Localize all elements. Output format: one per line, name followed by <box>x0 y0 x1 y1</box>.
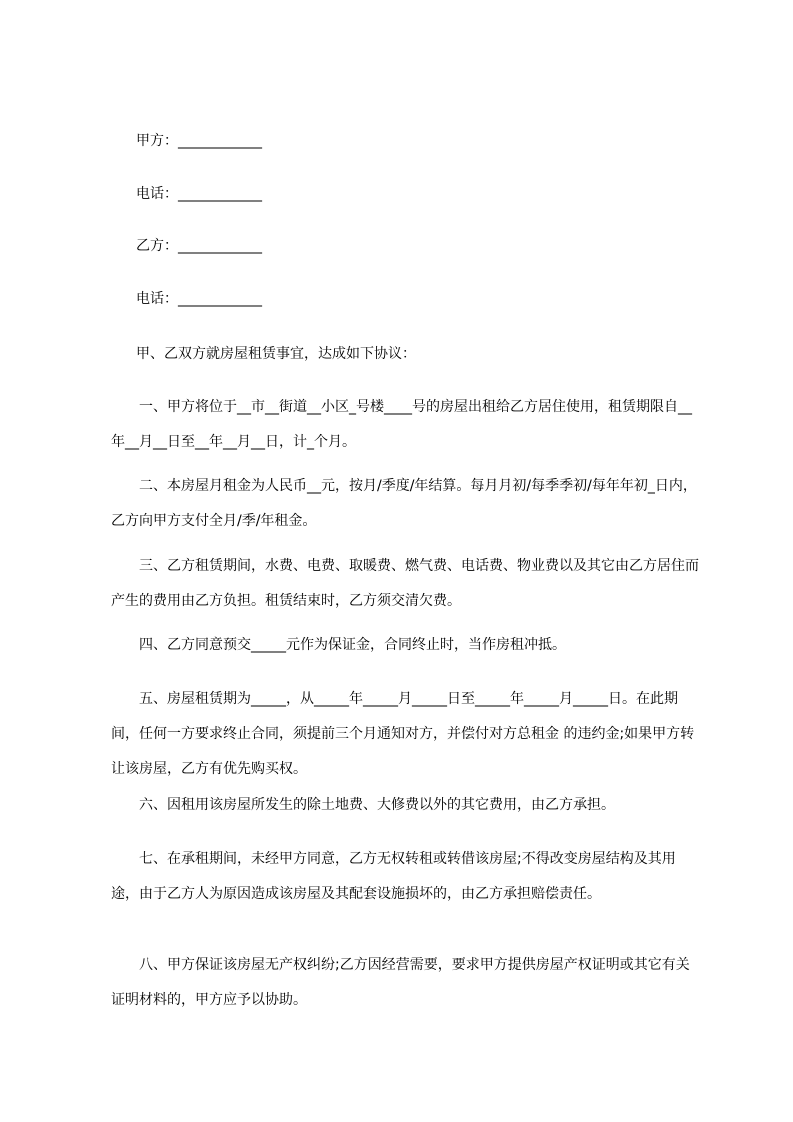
party-b-label: 乙方： <box>136 238 178 254</box>
clause-7: 七、在承租期间，未经甲方同意，乙方无权转租或转借该房屋;不得改变房屋结构及其用途，由于乙方人为原因造成该房屋及其配套设施损坏的，由乙方承担赔偿责任。 <box>111 851 676 902</box>
party-a-phone-field <box>136 184 262 204</box>
agreement-intro: 甲、乙双方就房屋租赁事宜，达成如下协议： <box>136 346 416 362</box>
party-b-phone-label: 电话： <box>136 291 178 307</box>
clause-1: 一、甲方将位于__市__街道__小区_号楼____号的房屋出租给乙方居住使用，租赁期限自__年__月__日至__年__月__日，计_个月。 <box>111 399 692 450</box>
party-b-phone-field <box>136 289 262 309</box>
party-b-field <box>136 236 262 256</box>
clause-6: 六、因租用该房屋所发生的除土地费、大修费以外的其它费用，由乙方承担。 <box>139 797 615 813</box>
party-a-blank: ____________ <box>178 133 262 149</box>
party-a-phone-label: 电话： <box>136 186 178 202</box>
party-b-blank: ____________ <box>178 238 262 254</box>
party-a-phone-blank: ____________ <box>178 186 262 202</box>
party-a-label: 甲方： <box>136 133 178 149</box>
party-a-field <box>136 131 262 151</box>
clause-4: 四、乙方同意预交_____元作为保证金，合同终止时，当作房租冲抵。 <box>139 637 566 653</box>
clause-8: 八、甲方保证该房屋无产权纠纷;乙方因经营需要，要求甲方提供房屋产权证明或其它有关证明材料的，甲方应予以协助。 <box>111 957 690 1008</box>
clause-2: 二、本房屋月租金为人民币__元，按月/季度/年结算。每月月初/每季季初/每年年初_日内，乙方向甲方支付全月/季/年租金。 <box>111 478 697 529</box>
clause-5: 五、房屋租赁期为_____，从_____年_____月_____日至_____年_____月_____日。在此期间，任何一方要求终止合同，须提前三个月通知对方，并偿付对方总租金 的违约金;如果甲方转让该房屋，乙方有优先购买权。 <box>111 691 695 777</box>
clause-3: 三、乙方租赁期间，水费、电费、取暖费、燃气费、电话费、物业费以及其它由乙方居住而产生的费用由乙方负担。租赁结束时，乙方须交清欠费。 <box>111 558 699 609</box>
party-b-phone-blank: ____________ <box>178 291 262 307</box>
